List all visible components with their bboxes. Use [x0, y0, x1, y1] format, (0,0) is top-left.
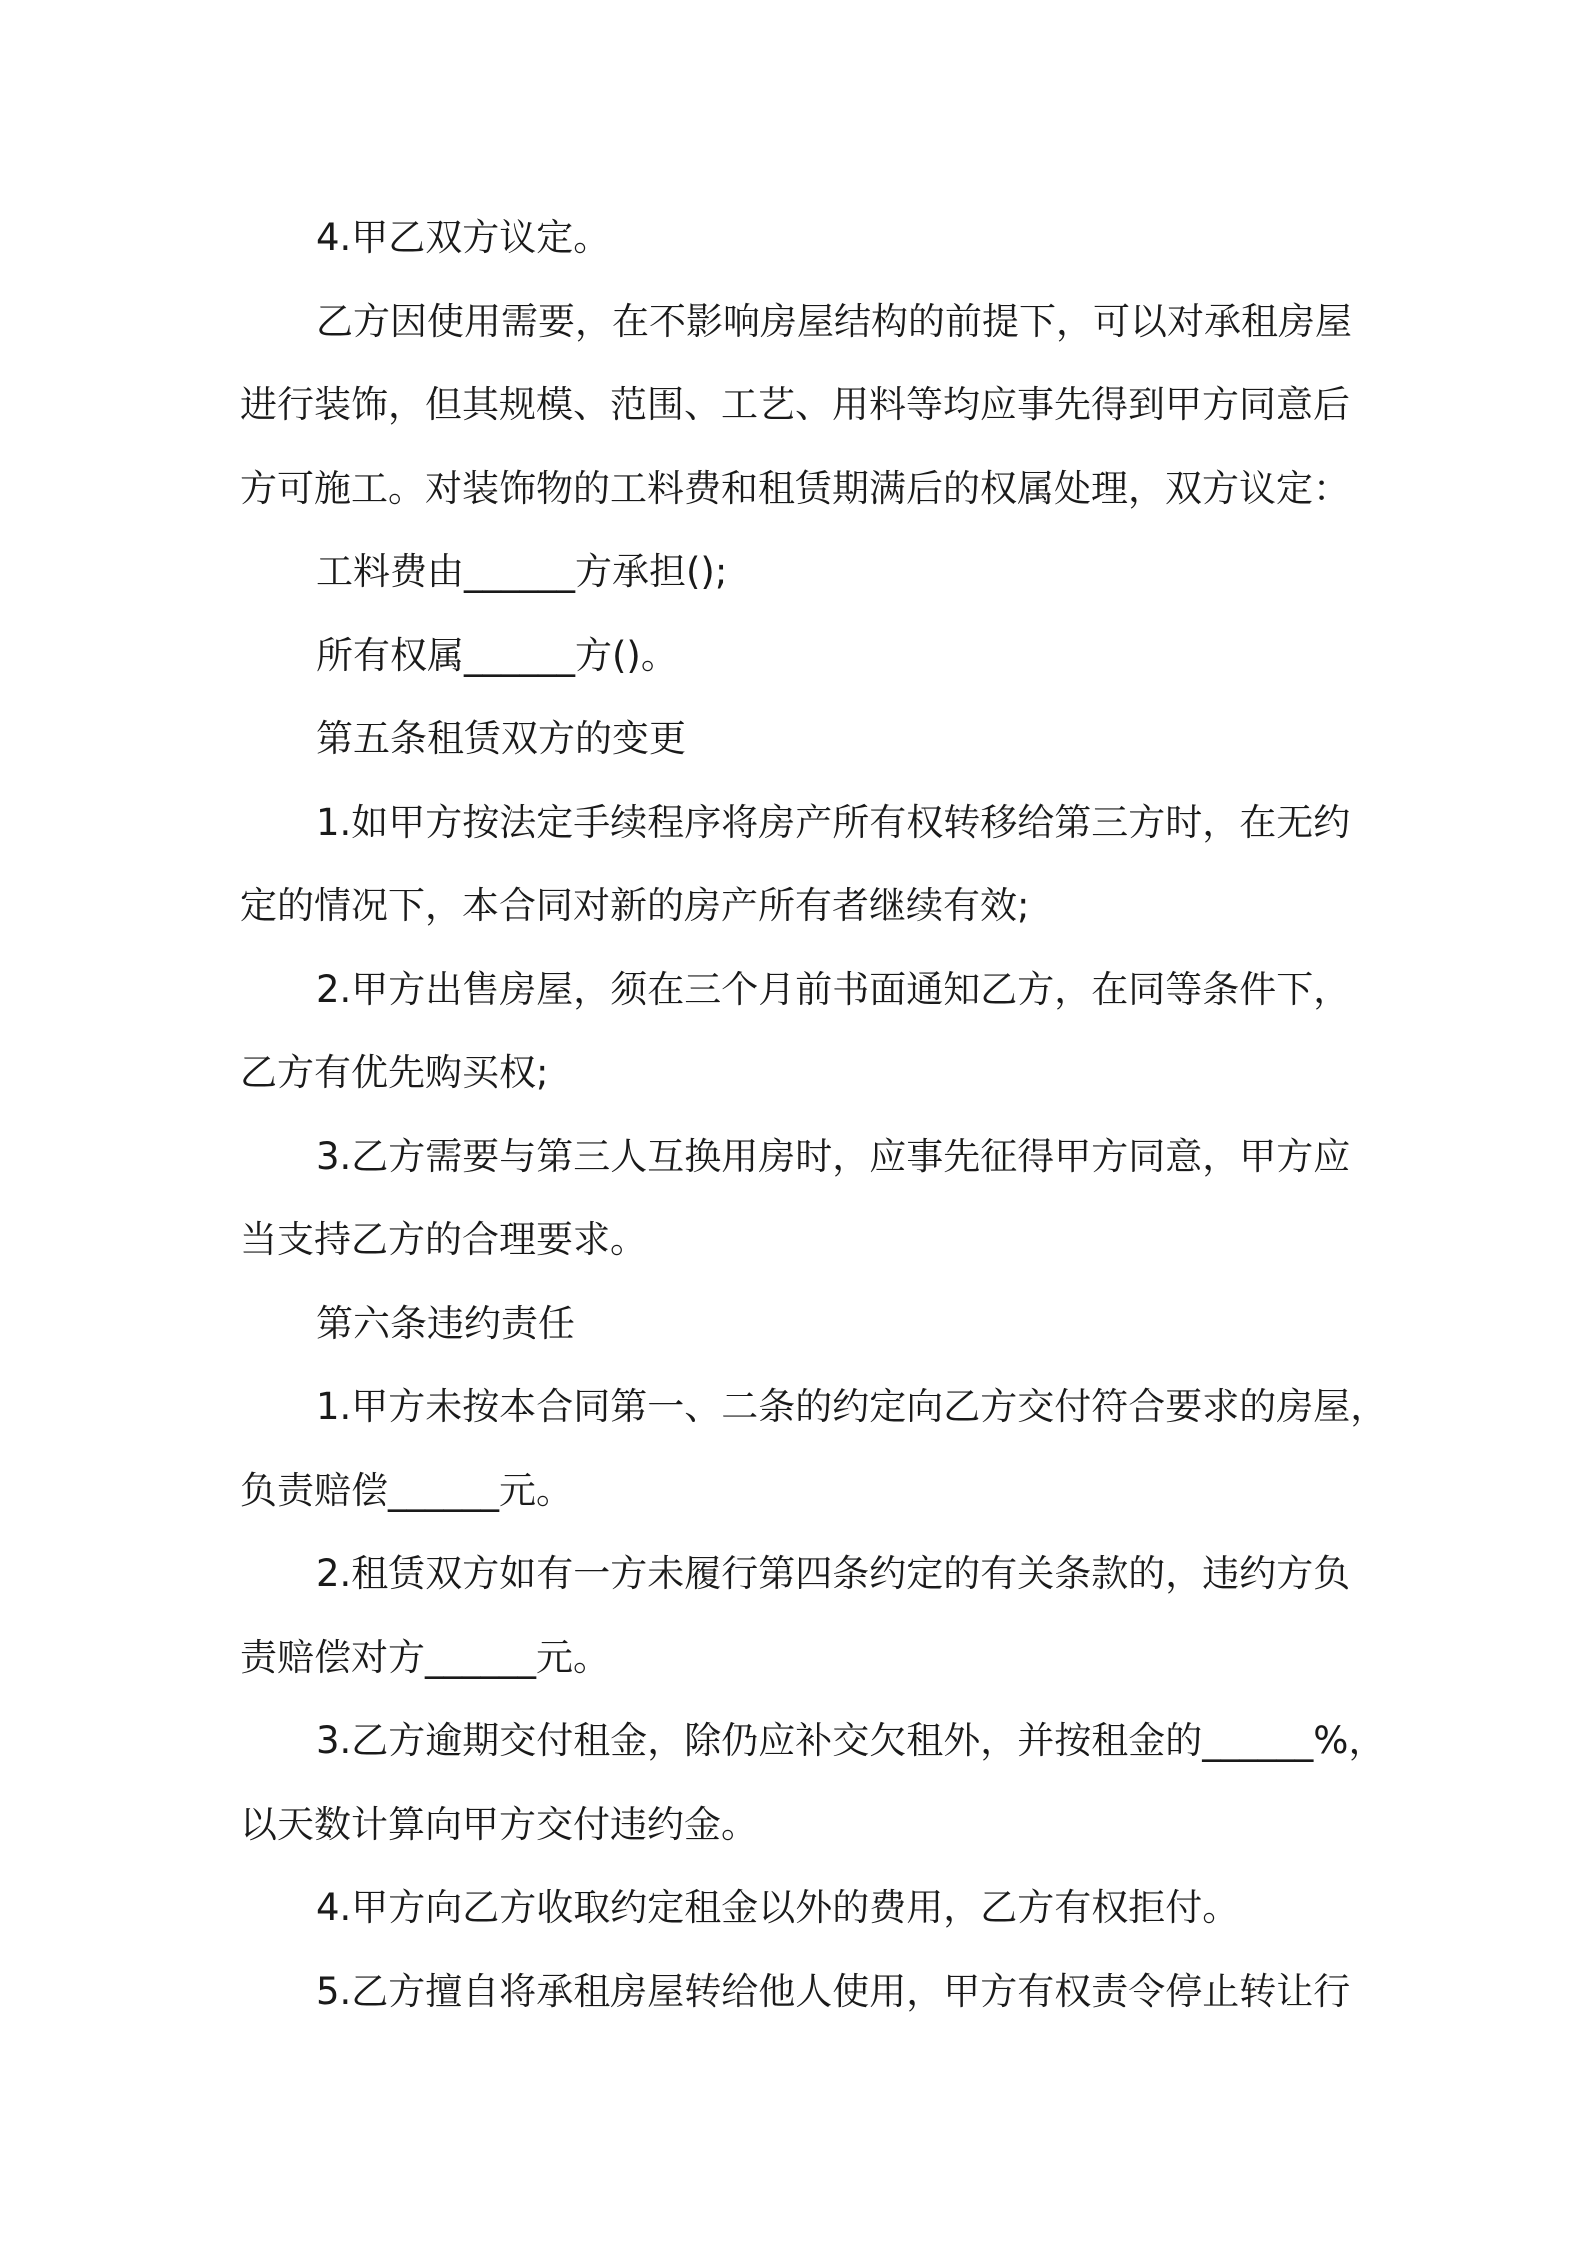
clause-line: 3.乙方逾期交付租金，除仍应补交欠租外，并按租金的______%，: [316, 1719, 1386, 1762]
clause-line: 负责赔偿______元。: [240, 1468, 573, 1512]
clause-line: 所有权属______方()。: [316, 633, 678, 677]
clause-line: 4.甲方向乙方收取约定租金以外的费用，乙方有权拒付。: [316, 1886, 1240, 1929]
clause-line: 乙方因使用需要，在不影响房屋结构的前提下，可以对承租房屋: [316, 299, 1352, 343]
clause-line: 当支持乙方的合理要求。: [240, 1218, 647, 1261]
clause-line: 2.甲方出售房屋，须在三个月前书面通知乙方，在同等条件下，: [316, 967, 1351, 1011]
clause-line: 1.如甲方按法定手续程序将房产所有权转移给第三方时，在无约: [316, 800, 1351, 844]
section-heading: 第五条租赁双方的变更: [316, 717, 686, 760]
clause-line: 以天数计算向甲方交付违约金。: [240, 1802, 758, 1846]
clause-line: 1.甲方未按本合同第一、二条的约定向乙方交付符合要求的房屋，: [316, 1385, 1388, 1428]
clause-line: 方可施工。对装饰物的工料费和租赁期满后的权属处理，双方议定：: [240, 466, 1350, 510]
clause-line: 进行装饰，但其规模、范围、工艺、用料等均应事先得到甲方同意后: [240, 383, 1350, 426]
clause-line: 4.甲乙双方议定。: [316, 216, 611, 259]
clause-line: 2.租赁双方如有一方未履行第四条约定的有关条款的，违约方负: [316, 1552, 1351, 1595]
clause-line: 3.乙方需要与第三人互换用房时，应事先征得甲方同意，甲方应: [316, 1134, 1351, 1178]
clause-line: 责赔偿对方______元。: [240, 1635, 610, 1679]
clause-line: 5.乙方擅自将承租房屋转给他人使用，甲方有权责令停止转让行: [316, 1969, 1351, 2013]
section-heading: 第六条违约责任: [316, 1301, 575, 1345]
document-body: [240, 196, 1388, 2033]
clause-line: 乙方有优先购买权;: [240, 1051, 549, 1094]
clause-line: 工料费由______方承担();: [316, 550, 728, 593]
clause-line: 定的情况下，本合同对新的房产所有者继续有效;: [240, 884, 1030, 927]
